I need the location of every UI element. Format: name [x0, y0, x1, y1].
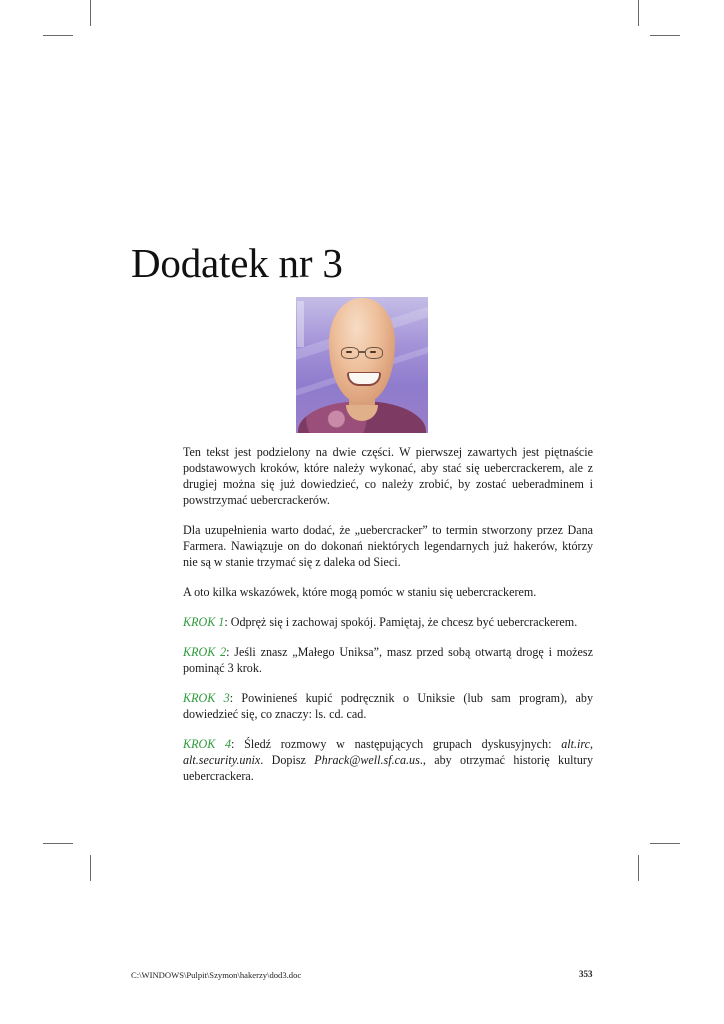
step-4 — [183, 736, 593, 784]
step-label: KROK 3 — [183, 691, 230, 705]
crop-mark-bottom-right — [638, 855, 639, 881]
step-text: : Jeśli znasz „Małego Uniksa”, masz przed sobą otwartą drogę i możesz pominąć 3 krok. — [183, 645, 593, 675]
newsgroup-alt-irc: alt.irc — [561, 737, 590, 751]
step-2 — [183, 644, 593, 676]
step-1 — [183, 614, 593, 630]
body-text — [183, 444, 593, 798]
crop-mark-top-right — [638, 0, 639, 26]
step-label: KROK 2 — [183, 645, 227, 659]
paragraph-intro: Ten tekst jest podzielony na dwie części. W pierwszej zawartych jest piętnaście podstawowych kroków, które należy wykonać, aby stać się uebercrackerem, ale z drugiej można się już dowiedzieć, co należy zrobić, by zostać ueberadminem i powstrzymać uebercrackerów. — [183, 445, 593, 507]
step-text-end: ., aby otrzymać historię kultury uebercrackera. — [183, 753, 593, 783]
email-address: Phrack@well.sf.ca.us — [314, 753, 420, 767]
step-3 — [183, 690, 593, 722]
crop-mark-top-right-h — [650, 35, 680, 36]
crop-mark-bottom-left-h — [43, 843, 73, 844]
page-title: Dodatek nr 3 — [131, 240, 343, 287]
page-number: 353 — [579, 969, 593, 979]
portrait-photo — [296, 297, 428, 433]
step-text: : Odpręż się i zachowaj spokój. Pamiętaj, że chcesz być uebercrackerem. — [224, 615, 578, 629]
crop-mark-top-left — [90, 0, 91, 26]
step-text-mid: . Dopisz — [260, 753, 315, 767]
step-text-sep: , — [589, 737, 593, 751]
footer-file-path: C:\WINDOWS\Pulpit\Szymon\hakerzy\dod3.doc — [131, 970, 302, 980]
step-label: KROK 1 — [183, 615, 225, 629]
newsgroup-alt-security-unix: alt.security.unix — [183, 753, 261, 767]
step-label: KROK 4 — [183, 737, 232, 751]
crop-mark-top-left-h — [43, 35, 73, 36]
paragraph-definition: Dla uzupełnienia warto dodać, że „uebercracker” to termin stworzony przez Dana Farmera. Nawiązuje on do dokonań niektórych legendarnych już hakerów, którzy nie są w stanie trzymać się z daleka od Sieci. — [183, 523, 593, 569]
step-text: : Powinieneś kupić podręcznik o Uniksie (lub sam program), aby dowiedzieć się, co znaczy: ls. cd. cad. — [183, 691, 593, 721]
step-text: : Śledź rozmowy w następujących grupach dyskusyjnych: — [231, 737, 562, 751]
crop-mark-bottom-left — [90, 855, 91, 881]
paragraph-tips-lead: A oto kilka wskazówek, które mogą pomóc w staniu się uebercrackerem. — [183, 585, 537, 599]
crop-mark-bottom-right-h — [650, 843, 680, 844]
